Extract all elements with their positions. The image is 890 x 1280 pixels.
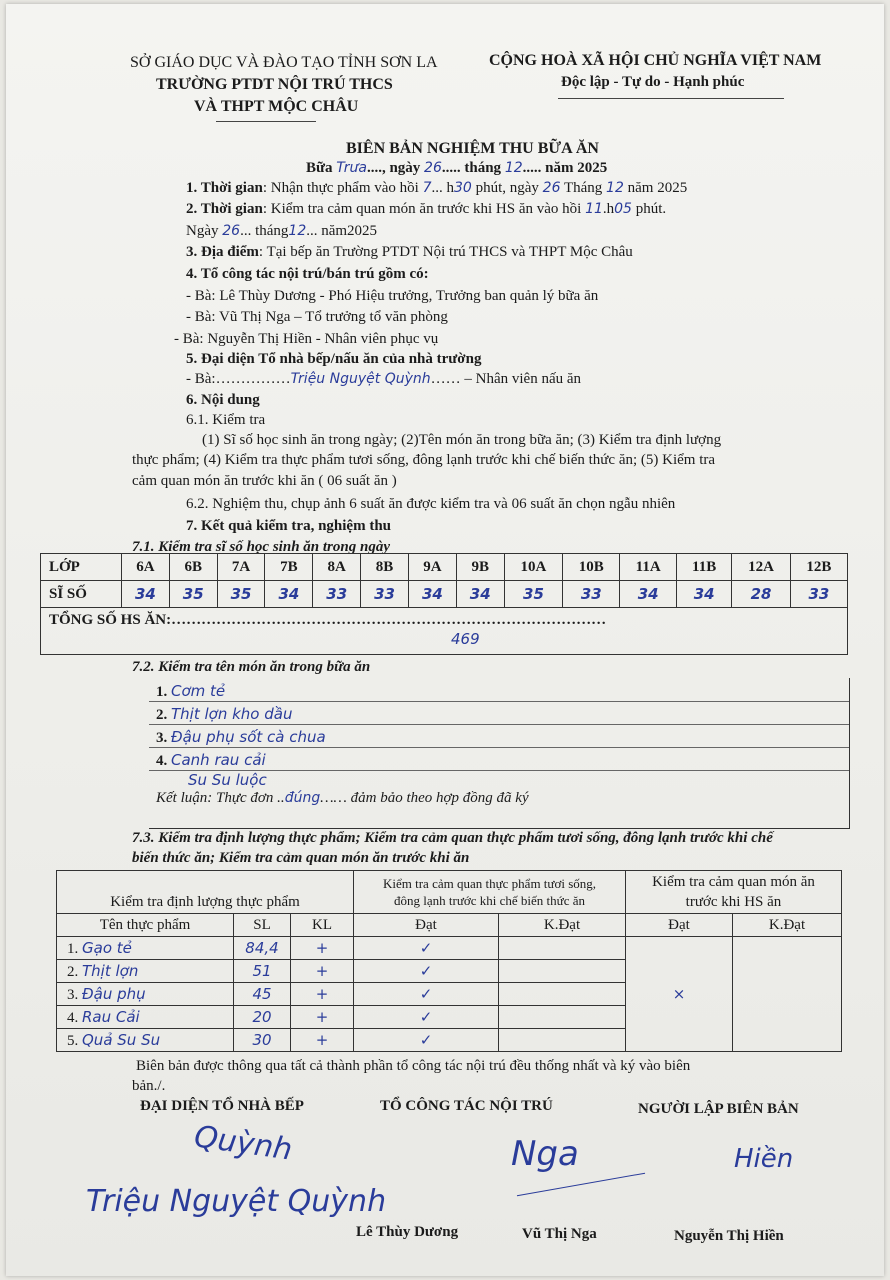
dish-extra: Su Su luộc [188,771,267,789]
col-dat-2: Đạt [626,914,733,937]
food-dat: ✓ [354,960,499,983]
nation-motto: Độc lập - Tự do - Hạnh phúc [561,74,745,90]
kitchen-rep-title: ĐẠI DIỆN TỔ NHÀ BẾP [140,1098,304,1114]
dish-num: 2. [156,707,168,723]
food-name: Đậu phụ [82,984,146,1003]
count-cell: 34 [122,581,170,608]
section-6-para-l3: cảm quan món ăn trước khi ăn ( 06 suất ăn ) [132,473,397,489]
food-sl: 45 [234,983,291,1006]
food-num: 1. [67,940,79,957]
food-sl: 51 [234,960,291,983]
food-dat: ✓ [354,1029,499,1052]
cook-role: – Nhân viên nấu ăn [464,371,582,387]
dish-name: Thịt lợn kho dầu [171,705,293,723]
section-7-3-title-l2: biến thức ăn; Kiểm tra cảm quan món ăn trước khi ăn [132,850,470,866]
class-cell: 8B [361,554,409,581]
col-kdat: K.Đạt [499,914,626,937]
qt-header-row-2 [57,914,842,937]
dish-name: Canh rau cải [171,751,266,769]
total-label: TỔNG SỐ HS ĂN:…………………………………………………………………………… [49,612,607,628]
count-header: SĨ SỐ [41,581,122,608]
class-cell: 6B [169,554,217,581]
dish-item-3 [156,728,326,747]
check-month: 12 [288,223,307,239]
class-cell: 11B [677,554,732,581]
food-num: 2. [67,963,79,980]
conclusion-value: đúng [284,790,321,806]
receive-hour: 7 [422,180,432,196]
check-minute: 05 [614,201,632,217]
food-sl: 30 [234,1029,291,1052]
conclusion-prefix: Kết luận: Thực đơn .. [156,790,285,806]
col-kl: KL [291,914,354,937]
count-row [41,581,848,608]
dish-line [149,747,849,748]
section-1-text-c: phút, ngày [475,180,539,196]
dish-item-4 [156,751,266,770]
table-row [57,937,842,960]
month-label: ..... tháng [441,160,502,176]
section-3 [186,244,633,261]
document-page [6,4,884,1276]
school-name-line1: TRƯỜNG PTDT NỘI TRÚ THCS [156,76,393,93]
signer-name-3: Nguyễn Thị Hiền [674,1228,784,1244]
food-kdat [499,937,626,960]
food-name-cell [57,937,234,960]
kitchen-signature: Quỳnh [192,1119,295,1168]
food-num: 5. [67,1032,79,1049]
class-cell: 12B [790,554,847,581]
food-name-cell [57,1006,234,1029]
class-cell: 12A [732,554,791,581]
author-signature: Hiền [734,1144,794,1174]
qt-header-row-1 [57,871,842,914]
day-label: ...., ngày [366,160,421,176]
col-sl: SL [234,914,291,937]
food-num: 3. [67,986,79,1003]
dish-item-2 [156,705,292,724]
count-cell: 34 [677,581,732,608]
section-1-label: 1. Thời gian [186,180,263,196]
dish-num: 3. [156,730,168,746]
class-count-table [40,553,848,655]
class-cell: 7B [265,554,313,581]
section-2-day-prefix: Ngày [186,223,219,239]
col-kdat-2: K.Đạt [733,914,842,937]
class-cell: 9B [456,554,504,581]
class-cell: 10B [563,554,620,581]
group-fresh-l2: đông lạnh trước khi chế biến thức ăn [394,893,585,908]
food-kl: + [291,960,354,983]
section-7-label: 7. Kết quả kiểm tra, nghiệm thu [186,518,392,534]
food-kl: + [291,1006,354,1029]
count-cell: 34 [456,581,504,608]
section-5-dots-b: …… [430,371,461,387]
section-3-text: : Tại bếp ăn Trường PTDT Nội trú THCS và THPT Mộc Châu [258,244,633,260]
header-underline-left [216,121,316,122]
section-1-text-e: năm 2025 [627,180,688,196]
class-cell: 11A [620,554,677,581]
year-label: ..... năm 2025 [522,160,608,176]
count-cell: 28 [732,581,791,608]
section-7-1-title: 7.1. Kiểm tra sĩ số học sinh ăn trong ngày [132,539,390,555]
section-2-text-c: phút. [635,201,667,217]
section-6-para-l2: thực phẩm; (4) Kiểm tra thực phẩm tươi sống, đông lạnh trước khi chế biến thức ăn; (5) Kiểm tra [132,452,716,468]
count-cell: 33 [361,581,409,608]
food-name-cell [57,960,234,983]
section-1-text-b: ... h [431,180,454,196]
food-kl: + [291,937,354,960]
col-dat: Đạt [354,914,499,937]
member-1: - Bà: Lê Thùy Dương - Phó Hiệu trưởng, Trưởng ban quản lý bữa ăn [186,288,599,304]
section-4-label: 4. Tổ công tác nội trú/bán trú gồm có: [186,266,429,282]
food-sl: 20 [234,1006,291,1029]
cook-name: Triệu Nguyệt Quỳnh [290,371,431,387]
group-meal-header [626,871,842,914]
meal-value: Trưa [336,160,367,176]
class-cell: 7A [217,554,265,581]
total-row [41,608,848,655]
dish-num: 1. [156,684,168,700]
food-dat: ✓ [354,1006,499,1029]
total-value: 469 [451,630,480,648]
count-cell: 33 [313,581,361,608]
group-meal-l1: Kiểm tra cảm quan món ăn [652,874,815,890]
class-cell: 10A [504,554,563,581]
section-1 [186,180,687,197]
section-2-text-a: : Kiểm tra cảm quan món ăn trước khi HS ăn vào hồi [262,201,582,217]
kitchen-handwritten-name: Triệu Nguyệt Quỳnh [86,1184,387,1219]
food-num: 4. [67,1009,79,1026]
count-cell: 34 [408,581,456,608]
department-name: SỞ GIÁO DỤC VÀ ĐÀO TẠO TỈNH SƠN LA [130,54,438,71]
count-cell: 35 [504,581,563,608]
section-2-label: 2. Thời gian [186,201,263,217]
food-check-table [56,870,842,1052]
closing-line-1: Biên bản được thông qua tất cả thành phần tổ công tác nội trú đều thống nhất và ký vào biên [136,1058,691,1074]
meal-prefix: Bữa [306,160,333,176]
receive-minute: 30 [454,180,472,196]
section-2-text-e: ... năm2025 [306,223,378,239]
section-2-text-d: ... tháng [240,223,289,239]
menu-conclusion [156,790,529,807]
section-2-text-b: .h [602,201,615,217]
food-name-cell [57,1029,234,1052]
nation-title: CỘNG HOÀ XÃ HỘI CHỦ NGHĨA VIỆT NAM [489,52,822,69]
month-value: 12 [504,160,523,176]
section-6-label: 6. Nội dung [186,392,260,408]
header-underline-right [558,98,784,99]
section-1-text-d: Tháng [563,180,603,196]
dish-num: 4. [156,753,168,769]
count-cell: 35 [217,581,265,608]
food-dat: ✓ [354,983,499,1006]
school-name-line2: VÀ THPT MỘC CHÂU [194,98,359,115]
food-kl: + [291,983,354,1006]
signer-name-1: Lê Thùy Dương [356,1224,459,1240]
receive-month: 12 [606,180,624,196]
meal-kdat-cell [733,937,842,1052]
section-7-2-title: 7.2. Kiểm tra tên món ăn trong bữa ăn [132,659,371,675]
class-cell: 6A [122,554,170,581]
meal-line [306,160,607,177]
class-cell: 9A [408,554,456,581]
food-kdat [499,983,626,1006]
closing-line-2: bản./. [132,1078,166,1094]
class-row [41,554,848,581]
committee-signature: Nga [511,1134,579,1174]
member-3: - Bà: Nguyễn Thị Hiền - Nhân viên phục vụ [174,331,439,347]
group-quantity-header: Kiểm tra định lượng thực phẩm [57,871,354,914]
food-name: Thịt lợn [82,961,139,980]
count-cell: 34 [620,581,677,608]
section-5-dots-a: …………… [215,371,291,387]
food-kdat [499,960,626,983]
check-day: 26 [222,223,241,239]
count-cell: 35 [169,581,217,608]
author-title: NGƯỜI LẬP BIÊN BẢN [638,1101,799,1117]
check-hour: 11 [585,201,603,217]
section-3-label: 3. Địa điểm [186,244,259,260]
signer-name-2: Vũ Thị Nga [522,1226,597,1242]
dish-item-1 [156,682,225,701]
class-cell: 8A [313,554,361,581]
food-name: Rau Cải [82,1007,140,1026]
committee-title: TỔ CÔNG TÁC NỘI TRÚ [380,1098,553,1114]
document-title: BIÊN BẢN NGHIỆM THU BỮA ĂN [346,140,599,157]
class-header: LỚP [41,554,122,581]
col-food-name: Tên thực phẩm [57,914,234,937]
food-kdat [499,1029,626,1052]
section-5-prefix: - Bà: [186,371,216,387]
food-kl: + [291,1029,354,1052]
conclusion-suffix: …… đảm bảo theo hợp đồng đã ký [320,790,529,806]
meal-dat-cell: × [626,937,733,1052]
count-cell: 34 [265,581,313,608]
section-6-1: 6.1. Kiểm tra [186,412,266,428]
section-5-row [186,371,581,388]
committee-signature-stroke [517,1173,645,1197]
food-name-cell [57,983,234,1006]
section-6-para-l1: (1) Sĩ số học sinh ăn trong ngày; (2)Tên món ăn trong bữa ăn; (3) Kiểm tra định lượng [202,432,722,448]
receive-day: 26 [542,180,561,196]
food-sl: 84,4 [234,937,291,960]
dish-line [149,701,849,702]
section-2-date [186,223,377,240]
dish-line [149,724,849,725]
total-cell [41,608,848,655]
day-value: 26 [424,160,442,176]
dish-name: Đậu phụ sốt cà chua [171,728,326,746]
group-fresh-header [354,871,626,914]
section-1-text-a: : Nhận thực phẩm vào hồi [262,180,419,196]
food-kdat [499,1006,626,1029]
food-dat: ✓ [354,937,499,960]
count-cell: 33 [790,581,847,608]
food-name: Gạo tẻ [82,938,132,957]
member-2: - Bà: Vũ Thị Nga – Tổ trưởng tổ văn phòng [186,309,448,325]
food-name: Quả Su Su [82,1030,161,1049]
group-fresh-l1: Kiểm tra cảm quan thực phẩm tươi sống, [382,876,597,891]
section-2 [186,201,666,218]
group-meal-l2: trước khi HS ăn [685,894,782,910]
section-6-2: 6.2. Nghiệm thu, chụp ảnh 6 suất ăn được kiểm tra và 06 suất ăn chọn ngẫu nhiên [186,496,676,512]
section-7-3-title-l1: 7.3. Kiểm tra định lượng thực phẩm; Kiểm tra cảm quan thực phẩm tươi sống, đông lạnh trước khi chế [132,830,773,846]
count-cell: 33 [563,581,620,608]
section-5-label: 5. Đại diện Tổ nhà bếp/nấu ăn của nhà trường [186,351,482,367]
dish-name: Cơm tẻ [171,682,226,700]
